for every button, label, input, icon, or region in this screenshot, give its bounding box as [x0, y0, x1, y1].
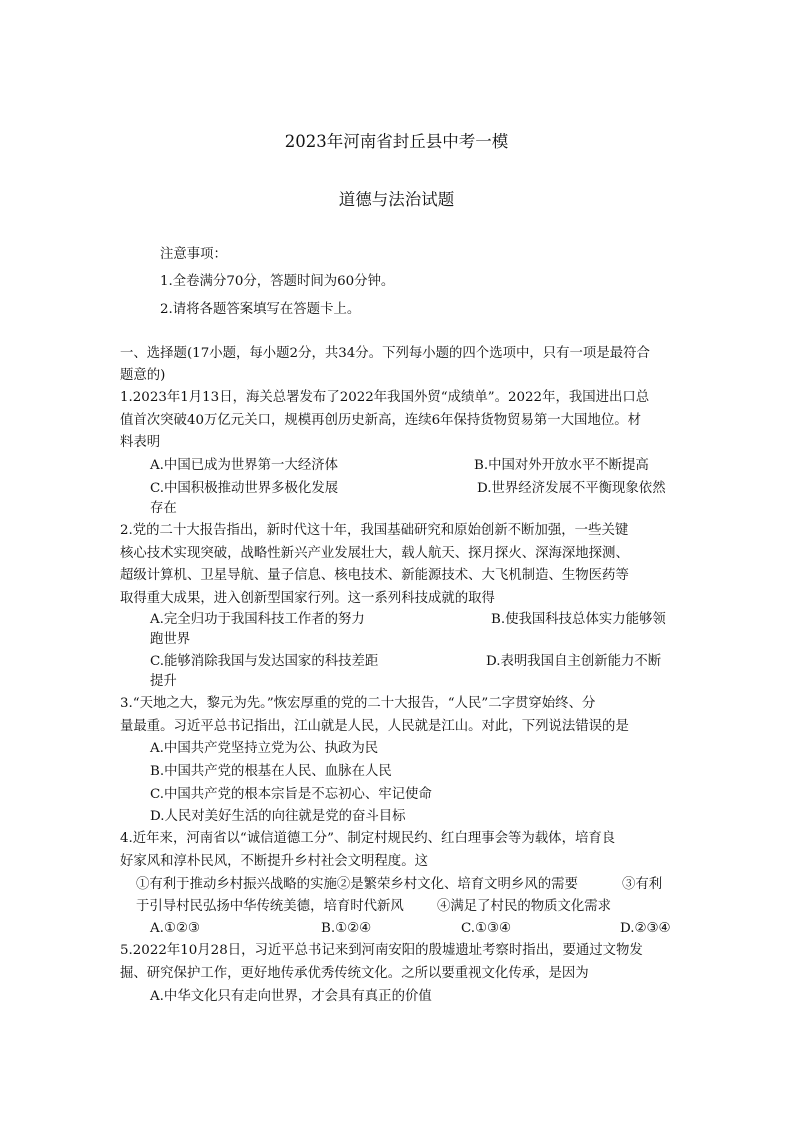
question-stem: 取得重大成果，进入创新型国家行列。这一系列科技成就的取得 — [120, 591, 495, 606]
question-stem: 超级计算机、卫星导航、量子信息、核电技术、新能源技术、大飞机制造、生物医药等 — [120, 568, 629, 583]
option-c: C.①③④ — [461, 921, 512, 936]
option-b: B.中国对外开放水平不断提高 — [474, 458, 649, 473]
note-item: 1.全卷满分70分，答题时间为60分钟。 — [160, 274, 395, 289]
option-b: B.使我国科技总体实力能够领 — [491, 612, 666, 627]
statement-list-cont: 于引导村民弘扬中华传统美德，培育时代新风 — [136, 899, 404, 914]
question-stem: 料表明 — [120, 435, 161, 450]
question-stem: 1.2023年1月13日，海关总署发布了2022年我国外贸“成绩单”。2022年，我国进出口总 — [120, 390, 650, 405]
option-a: A.中华文化只有走向世界，才会具有真正的价值 — [150, 989, 432, 1004]
exam-title: 2023年河南省封丘县中考一模 — [284, 132, 509, 151]
question-stem: 好家风和淳朴民风，不断提升乡村社会文明程度。这 — [120, 854, 428, 869]
option-c: C.能够消除我国与发达国家的科技差距 — [150, 654, 379, 669]
statement-item-4: ④满足了村民的物质文化需求 — [437, 899, 612, 914]
option-a: A.中国已成为世界第一大经济体 — [150, 458, 339, 473]
question-stem: 值首次突破40万亿元关口，规模再创历史新高，连续6年保持货物贸易第一大国地位。材 — [120, 413, 642, 428]
question-stem: 掘、研究保护工作，更好地传承优秀传统文化。之所以要重视文化传承，是因为 — [120, 966, 589, 981]
option-d: D.世界经济发展不平衡现象依然 — [477, 481, 666, 496]
option-d: D.人民对美好生活的向往就是党的奋斗目标 — [150, 809, 406, 824]
option-b: B.①②④ — [321, 921, 372, 936]
note-item: 2.请将各题答案填写在答题卡上。 — [160, 302, 361, 317]
question-stem: 4.近年来，河南省以“诚信道德工分”、制定村规民约、红白理事会等为载体，培育良 — [120, 831, 616, 846]
question-stem: 3.“天地之大，黎元为先。”恢宏厚重的党的二十大报告，“人民”二字贯穿始终、分 — [120, 696, 596, 711]
statement-list: ①有利于推动乡村振兴战略的实施②是繁荣乡村文化、培育文明乡风的需要 — [136, 877, 578, 892]
question-stem: 5.2022年10月28日，习近平总书记来到河南安阳的殷墟遗址考察时指出，要通过文物发 — [120, 943, 643, 958]
option-b: B.中国共产党的根基在人民、血脉在人民 — [150, 764, 392, 779]
option-a: A.中国共产党坚持立党为公、执政为民 — [150, 741, 379, 756]
option-c: C.中国共产党的根本宗旨是不忘初心、牢记使命 — [150, 787, 432, 802]
exam-subtitle: 道德与法治试题 — [338, 190, 455, 209]
option-a: A.①②③ — [150, 921, 200, 936]
section-heading-cont: 题意的) — [120, 368, 166, 383]
option-b-cont: 跑世界 — [150, 632, 191, 647]
section-heading: 一、选择题(17小题，每小题2分，共34分。下列每小题的四个选项中，只有一项是最符合 — [120, 346, 650, 361]
option-d-cont: 提升 — [150, 674, 177, 689]
question-stem: 2.党的二十大报告指出，新时代这十年，我国基础研究和原始创新不断加强，一些关键 — [120, 523, 629, 538]
question-stem: 量最重。习近平总书记指出，江山就是人民，人民就是江山。对此，下列说法错误的是 — [120, 719, 629, 734]
statement-item-3: ③有利 — [622, 877, 663, 892]
option-d: D.表明我国自主创新能力不断 — [486, 654, 662, 669]
option-a: A.完全归功于我国科技工作者的努力 — [150, 612, 365, 627]
notes-heading: 注意事项： — [160, 247, 227, 262]
question-stem: 核心技术实现突破，战略性新兴产业发展壮大，载人航天、探月探火、深海深地探测、 — [120, 546, 629, 561]
option-d-cont: 存在 — [150, 501, 177, 516]
option-c: C.中国积极推动世界多极化发展 — [150, 481, 339, 496]
option-d: D.②③④ — [620, 921, 671, 936]
